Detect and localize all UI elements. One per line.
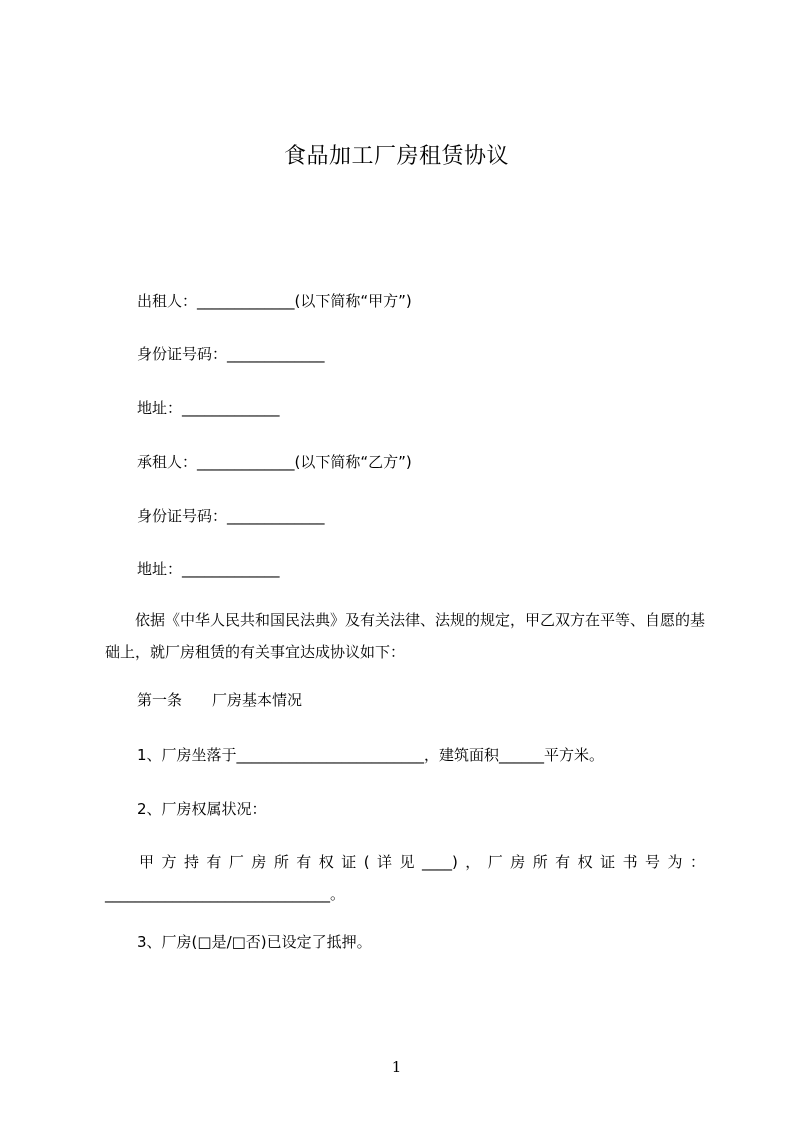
lessee-address-line: 地址：_____________ (137, 560, 280, 578)
lessor-id-line: 身份证号码：_____________ (137, 345, 325, 363)
lessor-address-line: 地址：_____________ (137, 399, 280, 417)
clause-2: 2、厂房权属状况： (137, 800, 267, 818)
clause-1: 1、厂房坐落于_________________________，建筑面积______平方米。 (137, 746, 605, 764)
page-number: 1 (391, 1058, 402, 1076)
preamble-paragraph: 依据《中华人民共和国民法典》及有关法律、法规的规定，甲乙双方在平等、自愿的基础上，就厂房租赁的有关事宜达成协议如下： (105, 611, 706, 661)
lessee-line: 承租人：_____________(以下简称“乙方”) (137, 453, 412, 471)
clause-3: 3、厂房(□是/□否)已设定了抵押。 (137, 933, 372, 951)
document-title: 食品加工厂房租赁协议 (283, 144, 509, 169)
lessor-line: 出租人：_____________(以下简称“甲方”) (137, 292, 412, 310)
clause-2-detail: 甲方持有厂房所有权证(详见____)，厂房所有权证书号为：______________________________。 (105, 853, 705, 903)
article-1-heading: 第一条 厂房基本情况 (137, 691, 303, 709)
lessee-id-line: 身份证号码：_____________ (137, 507, 325, 525)
